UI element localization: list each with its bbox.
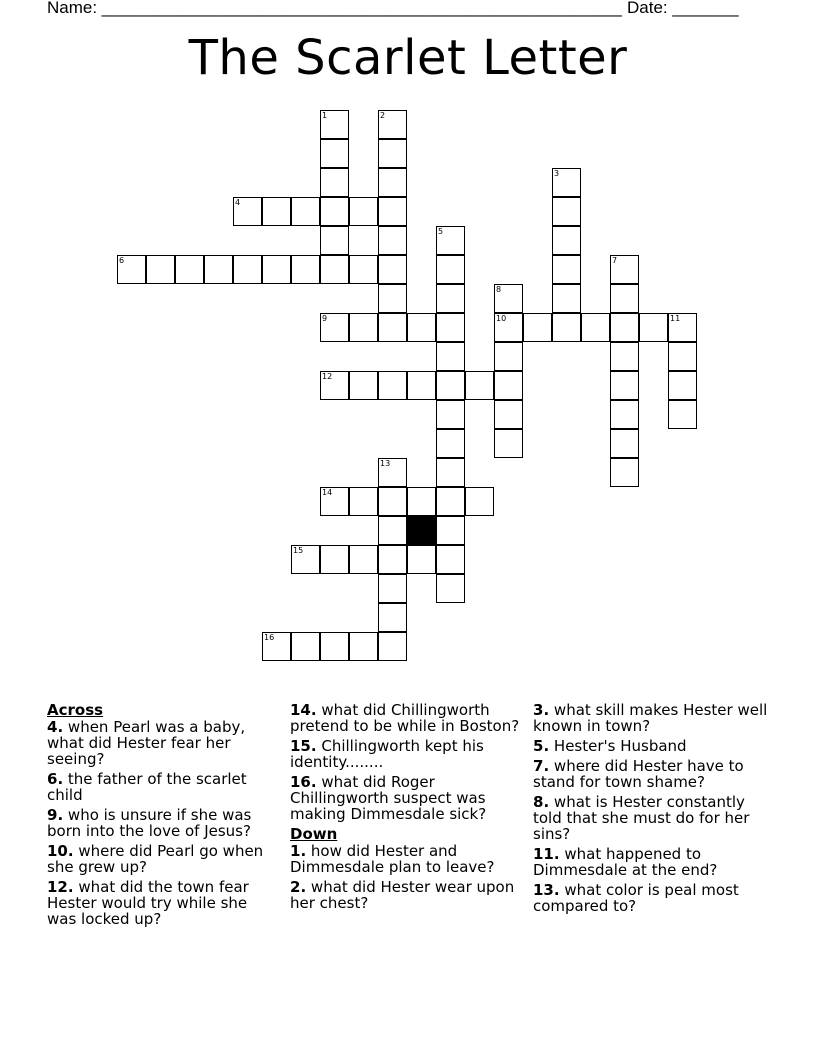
grid-cell[interactable] — [610, 429, 639, 458]
clue-number: 15 — [290, 737, 311, 755]
grid-cell[interactable] — [494, 371, 523, 400]
grid-cell[interactable] — [668, 342, 697, 371]
grid-cell[interactable] — [378, 139, 407, 168]
grid-cell[interactable] — [610, 342, 639, 371]
clue-text: the father of the scarlet child — [47, 770, 247, 804]
cell-number: 1 — [322, 111, 328, 120]
clue-across-10: 10. where did Pearl go when she grew up? — [47, 842, 264, 876]
grid-cell[interactable] — [291, 632, 320, 661]
grid-cell[interactable] — [349, 197, 378, 226]
grid-cell[interactable] — [378, 168, 407, 197]
grid-cell[interactable] — [436, 255, 465, 284]
clues-column-1 — [47, 702, 279, 931]
grid-cell[interactable] — [320, 255, 349, 284]
grid-cell[interactable] — [407, 313, 436, 342]
clue-down-7: 7. where did Hester have to stand for town shame? — [533, 757, 744, 791]
grid-cell[interactable] — [436, 516, 465, 545]
grid-cell[interactable] — [262, 197, 291, 226]
clue-across-12: 12. what did the town fear Hester would try while she was locked up? — [47, 878, 249, 928]
clue-text: Hester's Husband — [553, 737, 687, 755]
clue-down-5: 5. Hester's Husband — [533, 737, 687, 755]
page-title: The Scarlet Letter — [188, 30, 628, 86]
clue-number: 10 — [47, 842, 68, 860]
clue-number: 14 — [290, 701, 311, 719]
grid-cell[interactable] — [610, 313, 639, 342]
cell-number: 14 — [322, 488, 333, 497]
grid-cell[interactable] — [436, 574, 465, 603]
clue-text: what skill makes Hester well known in town? — [533, 701, 768, 735]
grid-cell[interactable] — [436, 458, 465, 487]
cell-number: 4 — [235, 198, 241, 207]
grid-cell[interactable] — [291, 197, 320, 226]
clue-text: what color is peal most compared to? — [533, 881, 739, 915]
grid-cell[interactable] — [349, 255, 378, 284]
clue-text: what is Hester constantly told that she must do for her sins? — [533, 793, 750, 843]
clue-number: 12 — [47, 878, 68, 896]
cell-number: 11 — [670, 314, 681, 323]
clue-number: 11 — [533, 845, 554, 863]
grid-cell[interactable] — [494, 342, 523, 371]
grid-cell[interactable] — [378, 516, 407, 545]
grid-cell[interactable] — [349, 632, 378, 661]
cell-number: 6 — [119, 256, 125, 265]
grid-cell[interactable] — [378, 603, 407, 632]
grid-cell[interactable] — [436, 313, 465, 342]
cell-number: 12 — [322, 372, 333, 381]
cell-number: 15 — [293, 546, 304, 555]
grid-cell[interactable] — [552, 226, 581, 255]
grid-cell[interactable] — [320, 197, 349, 226]
clue-number: 3 — [533, 701, 544, 719]
grid-cell[interactable] — [407, 371, 436, 400]
clue-across-6: 6. the father of the scarlet child — [47, 770, 247, 804]
grid-cell[interactable] — [320, 139, 349, 168]
cell-number: 5 — [438, 227, 444, 236]
clue-across-16: 16. what did Roger Chillingworth suspect was making Dimmesdale sick? — [290, 773, 487, 823]
clue-down-2: 2. what did Hester wear upon her chest? — [290, 878, 515, 912]
grid-cell[interactable] — [378, 574, 407, 603]
grid-cell[interactable] — [436, 429, 465, 458]
grid-cell[interactable] — [349, 545, 378, 574]
grid-cell[interactable] — [378, 371, 407, 400]
grid-cell[interactable] — [291, 255, 320, 284]
black-cell — [407, 516, 436, 545]
clue-number: 5 — [533, 737, 544, 755]
across-heading: Across — [47, 701, 104, 719]
grid-cell[interactable] — [610, 371, 639, 400]
grid-cell[interactable] — [581, 313, 610, 342]
clue-number: 8 — [533, 793, 544, 811]
clue-text: where did Pearl go when she grew up? — [47, 842, 264, 876]
grid-cell[interactable] — [610, 284, 639, 313]
clue-number: 4 — [47, 718, 58, 736]
clue-number: 1 — [290, 842, 301, 860]
grid-cell[interactable] — [320, 226, 349, 255]
cell-number: 10 — [496, 314, 507, 323]
grid-cell[interactable] — [494, 400, 523, 429]
grid-cell[interactable] — [349, 371, 378, 400]
cell-number: 16 — [264, 633, 275, 642]
grid-cell[interactable] — [465, 487, 494, 516]
grid-cell[interactable] — [378, 632, 407, 661]
grid-cell[interactable] — [436, 371, 465, 400]
clue-number: 2 — [290, 878, 301, 896]
clue-across-4: 4. when Pearl was a baby, what did Hester fear her seeing? — [47, 718, 246, 768]
grid-cell[interactable] — [349, 313, 378, 342]
clue-across-14: 14. what did Chillingworth pretend to be while in Boston? — [290, 701, 520, 735]
clue-across-9: 9. who is unsure if she was born into the love of Jesus? — [47, 806, 252, 840]
grid-cell[interactable] — [349, 487, 378, 516]
grid-cell[interactable] — [233, 255, 262, 284]
clues-column-3 — [533, 702, 773, 918]
grid-cell[interactable] — [407, 487, 436, 516]
grid-cell[interactable] — [320, 632, 349, 661]
grid-cell[interactable] — [407, 545, 436, 574]
grid-cell[interactable] — [378, 284, 407, 313]
grid-cell[interactable] — [494, 429, 523, 458]
grid-cell[interactable] — [523, 313, 552, 342]
date-field-label: Date: _______ — [627, 0, 739, 17]
clue-number: 16 — [290, 773, 311, 791]
clue-text: where did Hester have to stand for town shame? — [533, 757, 744, 791]
grid-cell[interactable] — [378, 226, 407, 255]
clues-column-2 — [290, 702, 522, 915]
grid-cell[interactable] — [610, 400, 639, 429]
grid-cell[interactable] — [668, 371, 697, 400]
grid-cell[interactable] — [552, 313, 581, 342]
clue-text: who is unsure if she was born into the love of Jesus? — [47, 806, 252, 840]
grid-cell[interactable] — [320, 168, 349, 197]
cell-number: 9 — [322, 314, 328, 323]
clue-text: Chillingworth kept his identity........ — [290, 737, 484, 771]
grid-cell[interactable] — [610, 458, 639, 487]
clue-number: 7 — [533, 757, 544, 775]
clue-text: what happened to Dimmesdale at the end? — [533, 845, 718, 879]
clue-text: when Pearl was a baby, what did Hester fear her seeing? — [47, 718, 246, 768]
clue-text: what did Chillingworth pretend to be while in Boston? — [290, 701, 520, 735]
grid-cell[interactable] — [378, 313, 407, 342]
cell-number: 8 — [496, 285, 502, 294]
clue-down-8: 8. what is Hester constantly told that she must do for her sins? — [533, 793, 750, 843]
clue-down-13: 13. what color is peal most compared to? — [533, 881, 739, 915]
grid-cell[interactable] — [436, 487, 465, 516]
grid-cell[interactable] — [668, 400, 697, 429]
grid-cell[interactable] — [378, 197, 407, 226]
grid-cell[interactable] — [552, 284, 581, 313]
grid-cell[interactable] — [378, 255, 407, 284]
clue-text: what did Hester wear upon her chest? — [290, 878, 515, 912]
cell-number: 7 — [612, 256, 618, 265]
cell-number: 2 — [380, 111, 386, 120]
clue-text: what did Roger Chillingworth suspect was making Dimmesdale sick? — [290, 773, 487, 823]
clue-down-1: 1. how did Hester and Dimmesdale plan to leave? — [290, 842, 495, 876]
grid-cell[interactable] — [204, 255, 233, 284]
grid-cell[interactable] — [552, 255, 581, 284]
grid-cell[interactable] — [552, 197, 581, 226]
grid-cell[interactable] — [262, 255, 291, 284]
down-heading: Down — [290, 825, 338, 843]
grid-cell[interactable] — [378, 487, 407, 516]
grid-cell[interactable] — [465, 371, 494, 400]
clue-number: 9 — [47, 806, 58, 824]
grid-cell[interactable] — [320, 545, 349, 574]
grid-cell[interactable] — [436, 284, 465, 313]
clue-text: how did Hester and Dimmesdale plan to leave? — [290, 842, 495, 876]
grid-cell[interactable] — [436, 342, 465, 371]
name-field-label: Name: _______________________________________________________ — [47, 0, 622, 17]
clue-text: what did the town fear Hester would try while she was locked up? — [47, 878, 249, 928]
grid-cell[interactable] — [639, 313, 668, 342]
grid-cell[interactable] — [378, 545, 407, 574]
clue-across-15: 15. Chillingworth kept his identity........ — [290, 737, 484, 771]
grid-cell[interactable] — [175, 255, 204, 284]
grid-cell[interactable] — [436, 400, 465, 429]
clue-down-11: 11. what happened to Dimmesdale at the end? — [533, 845, 718, 879]
cell-number: 3 — [554, 169, 560, 178]
grid-cell[interactable] — [146, 255, 175, 284]
clue-number: 13 — [533, 881, 554, 899]
grid-cell[interactable] — [436, 545, 465, 574]
clue-number: 6 — [47, 770, 58, 788]
clue-down-3: 3. what skill makes Hester well known in town? — [533, 701, 768, 735]
cell-number: 13 — [380, 459, 391, 468]
